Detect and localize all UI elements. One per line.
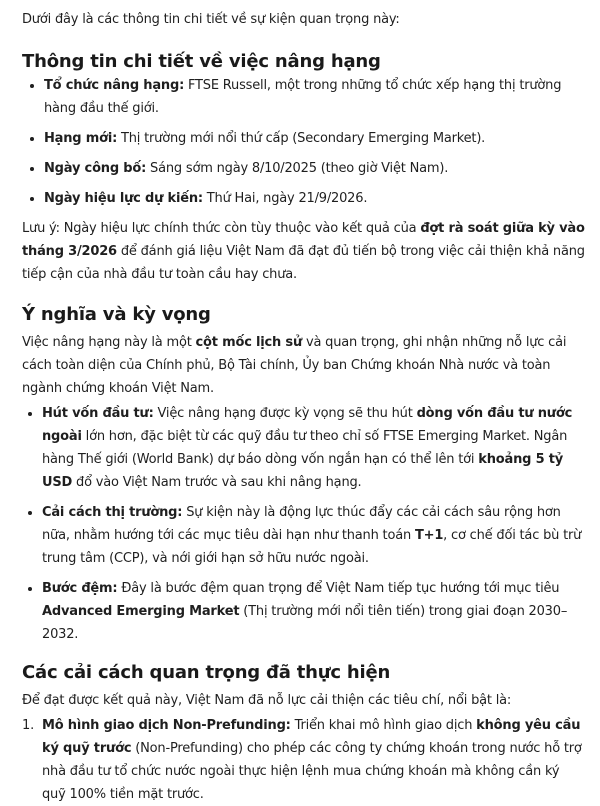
list-item-announcement-date: Ngày công bố: Sáng sớm ngày 8/10/2025 (theo giờ Việt Nam). xyxy=(22,157,586,180)
details-list xyxy=(22,74,586,210)
meaning-lead-paragraph: Việc nâng hạng này là một cột mốc lịch sử và quan trọng, ghi nhận những nỗ lực cải cách toàn diện của Chính phủ, Bộ Tài chính, Ủy ban Chứng khoán Nhà nước và toàn ngành chứng khoán Việt Nam. xyxy=(22,335,567,396)
section-heading-meaning: Ý nghĩa và kỳ vọng xyxy=(22,304,211,325)
list-item-non-prefunding: 1. Mô hình giao dịch Non-Prefunding: Triển khai mô hình giao dịch không yêu cầu ký quỹ trước (Non-Prefunding) cho phép các công ty chứng khoán trong nước hỗ trợ nhà đầu tư tổ chức nước ngoài thực hiện lệnh mua chứng khoán mà không cần ký quỹ 100% tiền mặt trước. xyxy=(22,714,586,806)
reforms-list xyxy=(22,714,586,806)
meaning-list xyxy=(22,402,586,646)
intro-text: Dưới đây là các thông tin chi tiết về sự kiện quan trọng này: xyxy=(22,12,400,27)
reforms-lead-paragraph: Để đạt được kết quả này, Việt Nam đã nỗ lực cải thiện các tiêu chí, nổi bật là: xyxy=(22,693,512,708)
list-item-attract-capital: Hút vốn đầu tư: Việc nâng hạng được kỳ vọng sẽ thu hút dòng vốn đầu tư nước ngoài lớn hơn, đặc biệt từ các quỹ đầu tư theo chỉ số FTSE Emerging Market. Ngân hàng Thế giới (World Bank) dự báo dòng vốn ngắn hạn có thể lên tới khoảng 5 tỷ USD đổ vào Việt Nam trước và sau khi nâng hạng. xyxy=(22,402,586,494)
list-item-organization: Tổ chức nâng hạng: FTSE Russell, một trong những tổ chức xếp hạng thị trường hàng đầu thế giới. xyxy=(22,74,586,120)
list-item-new-rank: Hạng mới: Thị trường mới nổi thứ cấp (Secondary Emerging Market). xyxy=(22,127,586,150)
list-item-market-reform: Cải cách thị trường: Sự kiện này là động lực thúc đẩy các cải cách sâu rộng hơn nữa, nhằm hướng tới các mục tiêu dài hạn như thanh toán T+1, cơ chế đối tác bù trừ trung tâm (CCP), và nới giới hạn sở hữu nước ngoài. xyxy=(22,501,586,570)
list-item-stepping-stone: Bước đệm: Đây là bước đệm quan trọng để Việt Nam tiếp tục hướng tới mục tiêu Advanced Emerging Market (Thị trường mới nổi tiên tiến) trong giai đoạn 2030–2032. xyxy=(22,577,586,646)
note-paragraph: Lưu ý: Ngày hiệu lực chính thức còn tùy thuộc vào kết quả của đợt rà soát giữa kỳ vào tháng 3/2026 để đánh giá liệu Việt Nam đã đạt đủ tiến bộ trong việc cải thiện khả năng tiếp cận của nhà đầu tư toàn cầu hay chưa. xyxy=(22,221,585,282)
list-item-effective-date: Ngày hiệu lực dự kiến: Thứ Hai, ngày 21/9/2026. xyxy=(22,187,586,210)
list-number: 1. xyxy=(22,718,35,733)
section-heading-details: Thông tin chi tiết về việc nâng hạng xyxy=(22,51,381,72)
section-heading-reforms: Các cải cách quan trọng đã thực hiện xyxy=(22,662,391,683)
